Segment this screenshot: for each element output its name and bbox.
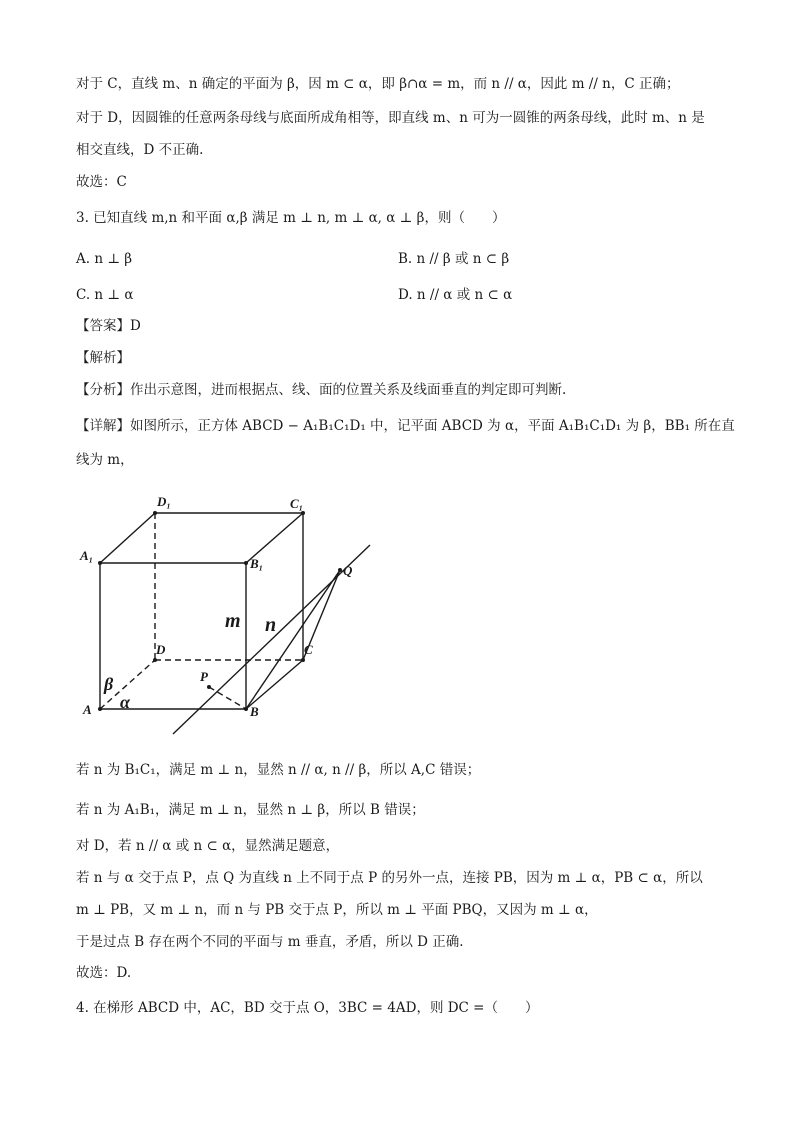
detail-line-1: 【详解】如图所示，正方体 ABCD − A₁B₁C₁D₁ 中，记平面 ABCD 为 α，平面 A₁B₁C₁D₁ 为 β，BB₁ 所在直 xyxy=(76,418,735,434)
label-C: C xyxy=(304,642,313,657)
answer-label: 【答案】D xyxy=(76,318,141,334)
label-P: P xyxy=(200,669,208,684)
text-line-3: 相交直线，D 不正确. xyxy=(76,142,204,158)
option-a: A. n ⊥ β xyxy=(76,251,133,267)
label-B: B xyxy=(250,704,259,719)
label-n: n xyxy=(265,614,277,636)
question-3-stem: 3. 已知直线 m,n 和平面 α,β 满足 m ⊥ n, m ⊥ α, α ⊥ β，则（ ） xyxy=(76,210,506,226)
label-C1: C₁ xyxy=(290,496,304,511)
detail-line-6: 若 n 与 α 交于点 P，点 Q 为直线 n 上不同于点 P 的另外一点，连接 PB，因为 m ⊥ α，PB ⊂ α，所以 xyxy=(76,870,703,886)
detail-line-2: 线为 m， xyxy=(76,452,134,468)
label-beta: β xyxy=(104,674,114,694)
label-Q: Q xyxy=(343,563,353,578)
option-d: D. n // α 或 n ⊂ α xyxy=(398,287,513,303)
label-D1: D₁ xyxy=(157,494,171,509)
option-b: B. n // β 或 n ⊂ β xyxy=(398,251,510,267)
text-line-4: 故选：C xyxy=(76,174,127,190)
detail-line-7: m ⊥ PB，又 m ⊥ n，而 n 与 PB 交于点 P，所以 m ⊥ 平面 PBQ，又因为 m ⊥ α， xyxy=(76,902,598,918)
detail-line-5: 对 D，若 n // α 或 n ⊂ α，显然满足题意， xyxy=(76,838,340,854)
question-4-stem: 4. 在梯形 ABCD 中，AC，BD 交于点 O，3BC = 4AD，则 DC =（ ） xyxy=(76,1000,539,1016)
option-c: C. n ⊥ α xyxy=(76,287,134,303)
detail-line-3: 若 n 为 B₁C₁，满足 m ⊥ n，显然 n // α, n // β，所以 A,C 错误； xyxy=(76,762,481,778)
cube-figure xyxy=(70,490,380,750)
label-D: D xyxy=(156,642,166,657)
label-alpha: α xyxy=(120,692,130,712)
label-B1: B₁ xyxy=(250,556,264,571)
text-line-1: 对于 C，直线 m、n 确定的平面为 β，因 m ⊂ α，即 β∩α = m，而 n // α，因此 m // n，C 正确； xyxy=(76,76,680,92)
analysis-summary: 【分析】作出示意图，进而根据点、线、面的位置关系及线面垂直的判定即可判断. xyxy=(76,382,567,398)
detail-line-8: 于是过点 B 存在两个不同的平面与 m 垂直，矛盾，所以 D 正确. xyxy=(76,934,464,950)
detail-line-9: 故选：D. xyxy=(76,965,132,981)
label-A1: A₁ xyxy=(80,548,94,563)
analysis-label: 【解析】 xyxy=(76,350,130,366)
label-m: m xyxy=(225,610,241,632)
text-line-2: 对于 D，因圆锥的任意两条母线与底面所成角相等，即直线 m、n 可为一圆锥的两条母线，此时 m、n 是 xyxy=(76,110,705,126)
detail-line-4: 若 n 为 A₁B₁，满足 m ⊥ n，显然 n ⊥ β，所以 B 错误； xyxy=(76,802,425,818)
label-A: A xyxy=(83,702,92,717)
